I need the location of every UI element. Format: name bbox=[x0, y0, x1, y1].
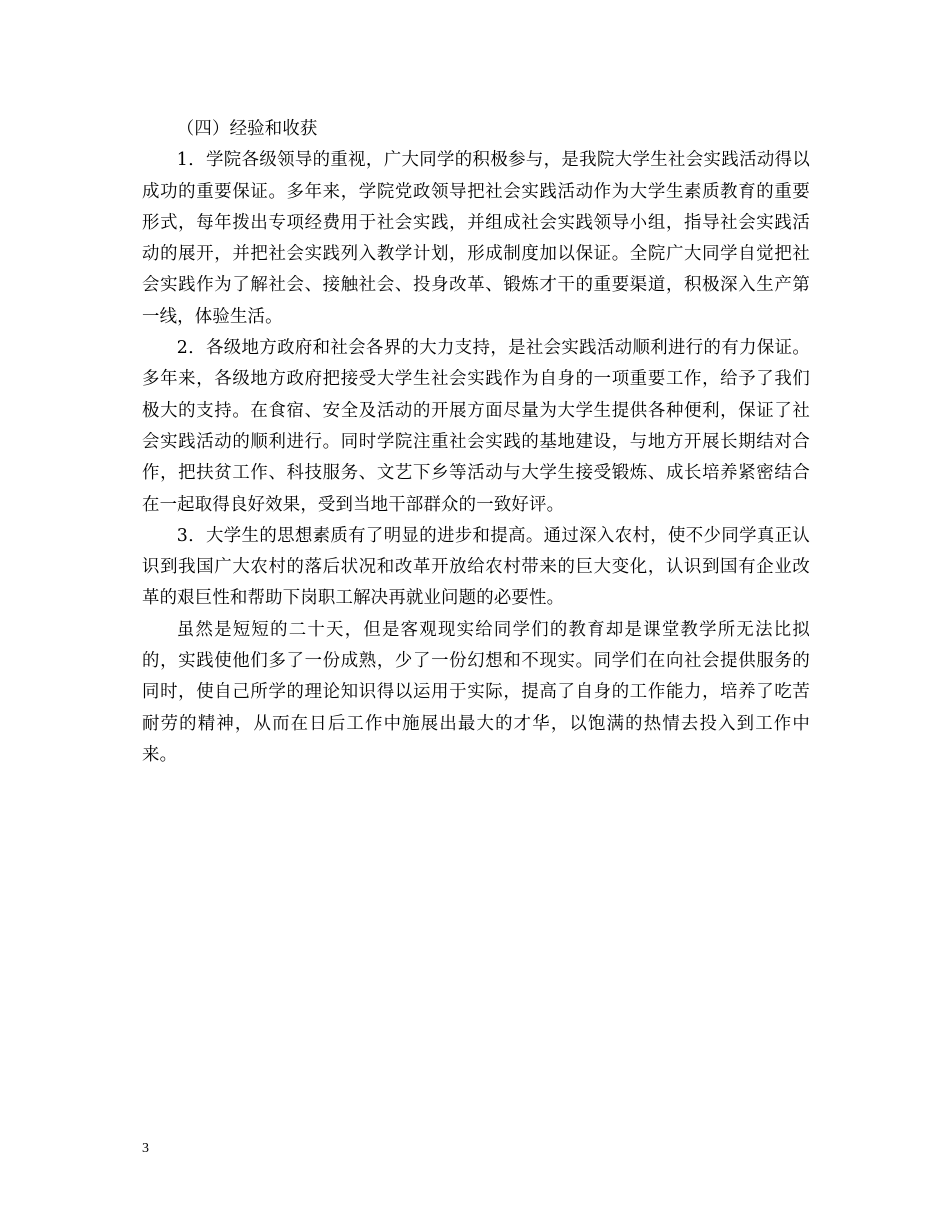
paragraph-1: 1．学院各级领导的重视，广大同学的积极参与，是我院大学生社会实践活动得以成功的重要保证。多年来，学院党政领导把社会实践活动作为大学生素质教育的重要形式，每年拨出专项经费用于社会实践，并组成社会实践领导小组，指导社会实践活动的展开，并把社会实践列入教学计划，形成制度加以保证。全院广大同学自觉把社会实践作为了解社会、接触社会、投身改革、锻炼才干的重要渠道，积极深入生产第一线，体验生活。 bbox=[142, 150, 810, 327]
page-number: 3 bbox=[142, 1141, 149, 1156]
paragraph-2: 2．各级地方政府和社会各界的大力支持，是社会实践活动顺利进行的有力保证。多年来，各级地方政府把接受大学生社会实践作为自身的一项重要工作，给予了我们极大的支持。在食宿、安全及活动的开展方面尽量为大学生提供各种便利，保证了社会实践活动的顺利进行。同时学院注重社会实践的基地建设，与地方开展长期结对合作，把扶贫工作、科技服务、文艺下乡等活动与大学生接受锻炼、成长培养紧密结合在一起取得良好效果，受到当地干部群众的一致好评。 bbox=[142, 338, 810, 515]
paragraph-4: 虽然是短短的二十天，但是客观现实给同学们的教育却是课堂教学所无法比拟的，实践使他们多了一份成熟，少了一份幻想和不现实。同学们在向社会提供服务的同时，使自己所学的理论知识得以运用于实际，提高了自身的工作能力，培养了吃苦耐劳的精神，从而在日后工作中施展出最大的才华，以饱满的热情去投入到工作中来。 bbox=[142, 619, 810, 765]
paragraph-3: 3．大学生的思想素质有了明显的进步和提高。通过深入农村，使不少同学真正认识到我国广大农村的落后状况和改革开放给农村带来的巨大变化，认识到国有企业改革的艰巨性和帮助下岗职工解决再就业问题的必要性。 bbox=[142, 525, 810, 609]
section-heading: （四）经验和收获 bbox=[176, 119, 318, 139]
document-body bbox=[142, 114, 810, 771]
